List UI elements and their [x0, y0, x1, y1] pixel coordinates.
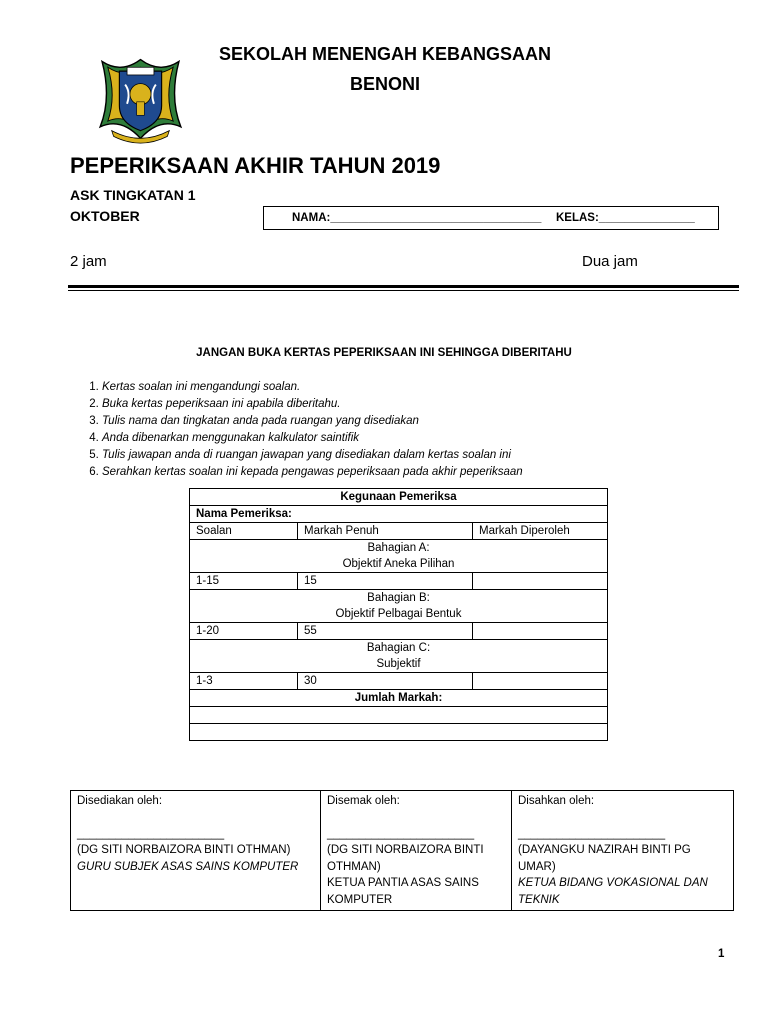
signatory-name: (DG SITI NORBAIZORA BINTI OTHMAN) [77, 844, 291, 856]
subject-label: ASK TINGKATAN 1 [70, 187, 196, 203]
examiner-marks-table [189, 488, 608, 741]
section-c-heading [190, 640, 608, 673]
table-title: Kegunaan Pemeriksa [190, 489, 608, 506]
signature-label: Disemak oleh: [327, 795, 400, 807]
school-crest-icon [92, 50, 189, 146]
section-b-title: Bahagian B: [367, 592, 430, 604]
signatory-role: KETUA PANTIA ASAS SAINS KOMPUTER [327, 877, 479, 906]
instruction-item: 1. Kertas soalan ini mengandungi soalan. [102, 379, 742, 396]
section-b-heading [190, 590, 608, 623]
section-c-questions: 1-3 [190, 673, 298, 690]
instruction-item: 2. Buka kertas peperiksaan ini apabila diberitahu. [102, 396, 742, 413]
section-a-full-marks: 15 [298, 573, 473, 590]
total-marks-label: Jumlah Markah: [190, 690, 608, 707]
signature-prepared-by[interactable] [71, 791, 321, 911]
header-marks-obtained: Markah Diperoleh [473, 523, 608, 540]
warning-notice: JANGAN BUKA KERTAS PEPERIKSAAN INI SEHINGGA DIBERITAHU [196, 347, 572, 359]
header-full-marks: Markah Penuh [298, 523, 473, 540]
signatory-name: (DG SITI NORBAIZORA BINTI OTHMAN) [327, 844, 484, 873]
page-number: 1 [718, 948, 725, 960]
month-label: OKTOBER [70, 208, 140, 224]
section-b-questions: 1-20 [190, 623, 298, 640]
signature-checked-by[interactable] [321, 791, 512, 911]
signatory-role: KETUA BIDANG VOKASIONAL DAN TEKNIK [518, 877, 708, 906]
header-divider-thick [68, 285, 739, 288]
school-name-line1: SEKOLAH MENENGAH KEBANGSAAN [218, 44, 551, 64]
signatory-role: GURU SUBJEK ASAS SAINS KOMPUTER [77, 860, 299, 873]
school-name-line2: BENONI [349, 74, 420, 94]
section-b-full-marks: 55 [298, 623, 473, 640]
signature-line: _______________________ [518, 827, 666, 840]
instruction-item: 4. Anda dibenarkan menggunakan kalkulator saintifik [102, 430, 742, 447]
signature-approved-by[interactable] [512, 791, 734, 911]
instruction-item: 5. Tulis jawapan anda di ruangan jawapan yang disediakan dalam kertas soalan ini [102, 447, 742, 464]
section-a-obtained-cell[interactable] [473, 573, 608, 590]
instruction-item: 3. Tulis nama dan tingkatan anda pada ruangan yang disediakan [102, 413, 742, 430]
section-a-title: Bahagian A: [367, 542, 430, 554]
total-marks-cell-2[interactable] [190, 724, 608, 741]
section-a-subtitle: Objektif Aneka Pilihan [342, 558, 455, 570]
signatory-name: (DAYANGKU NAZIRAH BINTI PG UMAR) [518, 844, 691, 873]
name-class-box[interactable] [263, 206, 719, 230]
section-a-heading [190, 540, 608, 573]
signature-table [70, 790, 734, 911]
header-questions: Soalan [190, 523, 298, 540]
section-a-questions: 1-15 [190, 573, 298, 590]
class-field-label[interactable]: KELAS:_______________ [556, 212, 695, 224]
section-c-obtained-cell[interactable] [473, 673, 608, 690]
signature-line: _______________________ [327, 827, 475, 840]
total-marks-cell[interactable] [190, 707, 608, 724]
header-divider-thin [68, 290, 739, 291]
signature-line: _______________________ [77, 827, 225, 840]
signature-label: Disahkan oleh: [518, 795, 595, 807]
signature-label: Disediakan oleh: [77, 795, 163, 807]
instruction-item: 6. Serahkan kertas soalan ini kepada pengawas peperiksaan pada akhir peperiksaan [102, 464, 742, 481]
section-c-subtitle: Subjektif [376, 658, 421, 670]
exam-title: PEPERIKSAAN AKHIR TAHUN 2019 [70, 153, 441, 178]
name-field-label[interactable]: NAMA:_________________________________ [292, 212, 542, 224]
section-c-full-marks: 30 [298, 673, 473, 690]
duration-long: Dua jam [582, 253, 638, 270]
instructions-list [78, 379, 742, 481]
section-b-subtitle: Objektif Pelbagai Bentuk [335, 608, 462, 620]
duration-short: 2 jam [70, 253, 107, 270]
section-b-obtained-cell[interactable] [473, 623, 608, 640]
examiner-name-label[interactable]: Nama Pemeriksa: [190, 506, 608, 523]
section-c-title: Bahagian C: [366, 642, 431, 654]
